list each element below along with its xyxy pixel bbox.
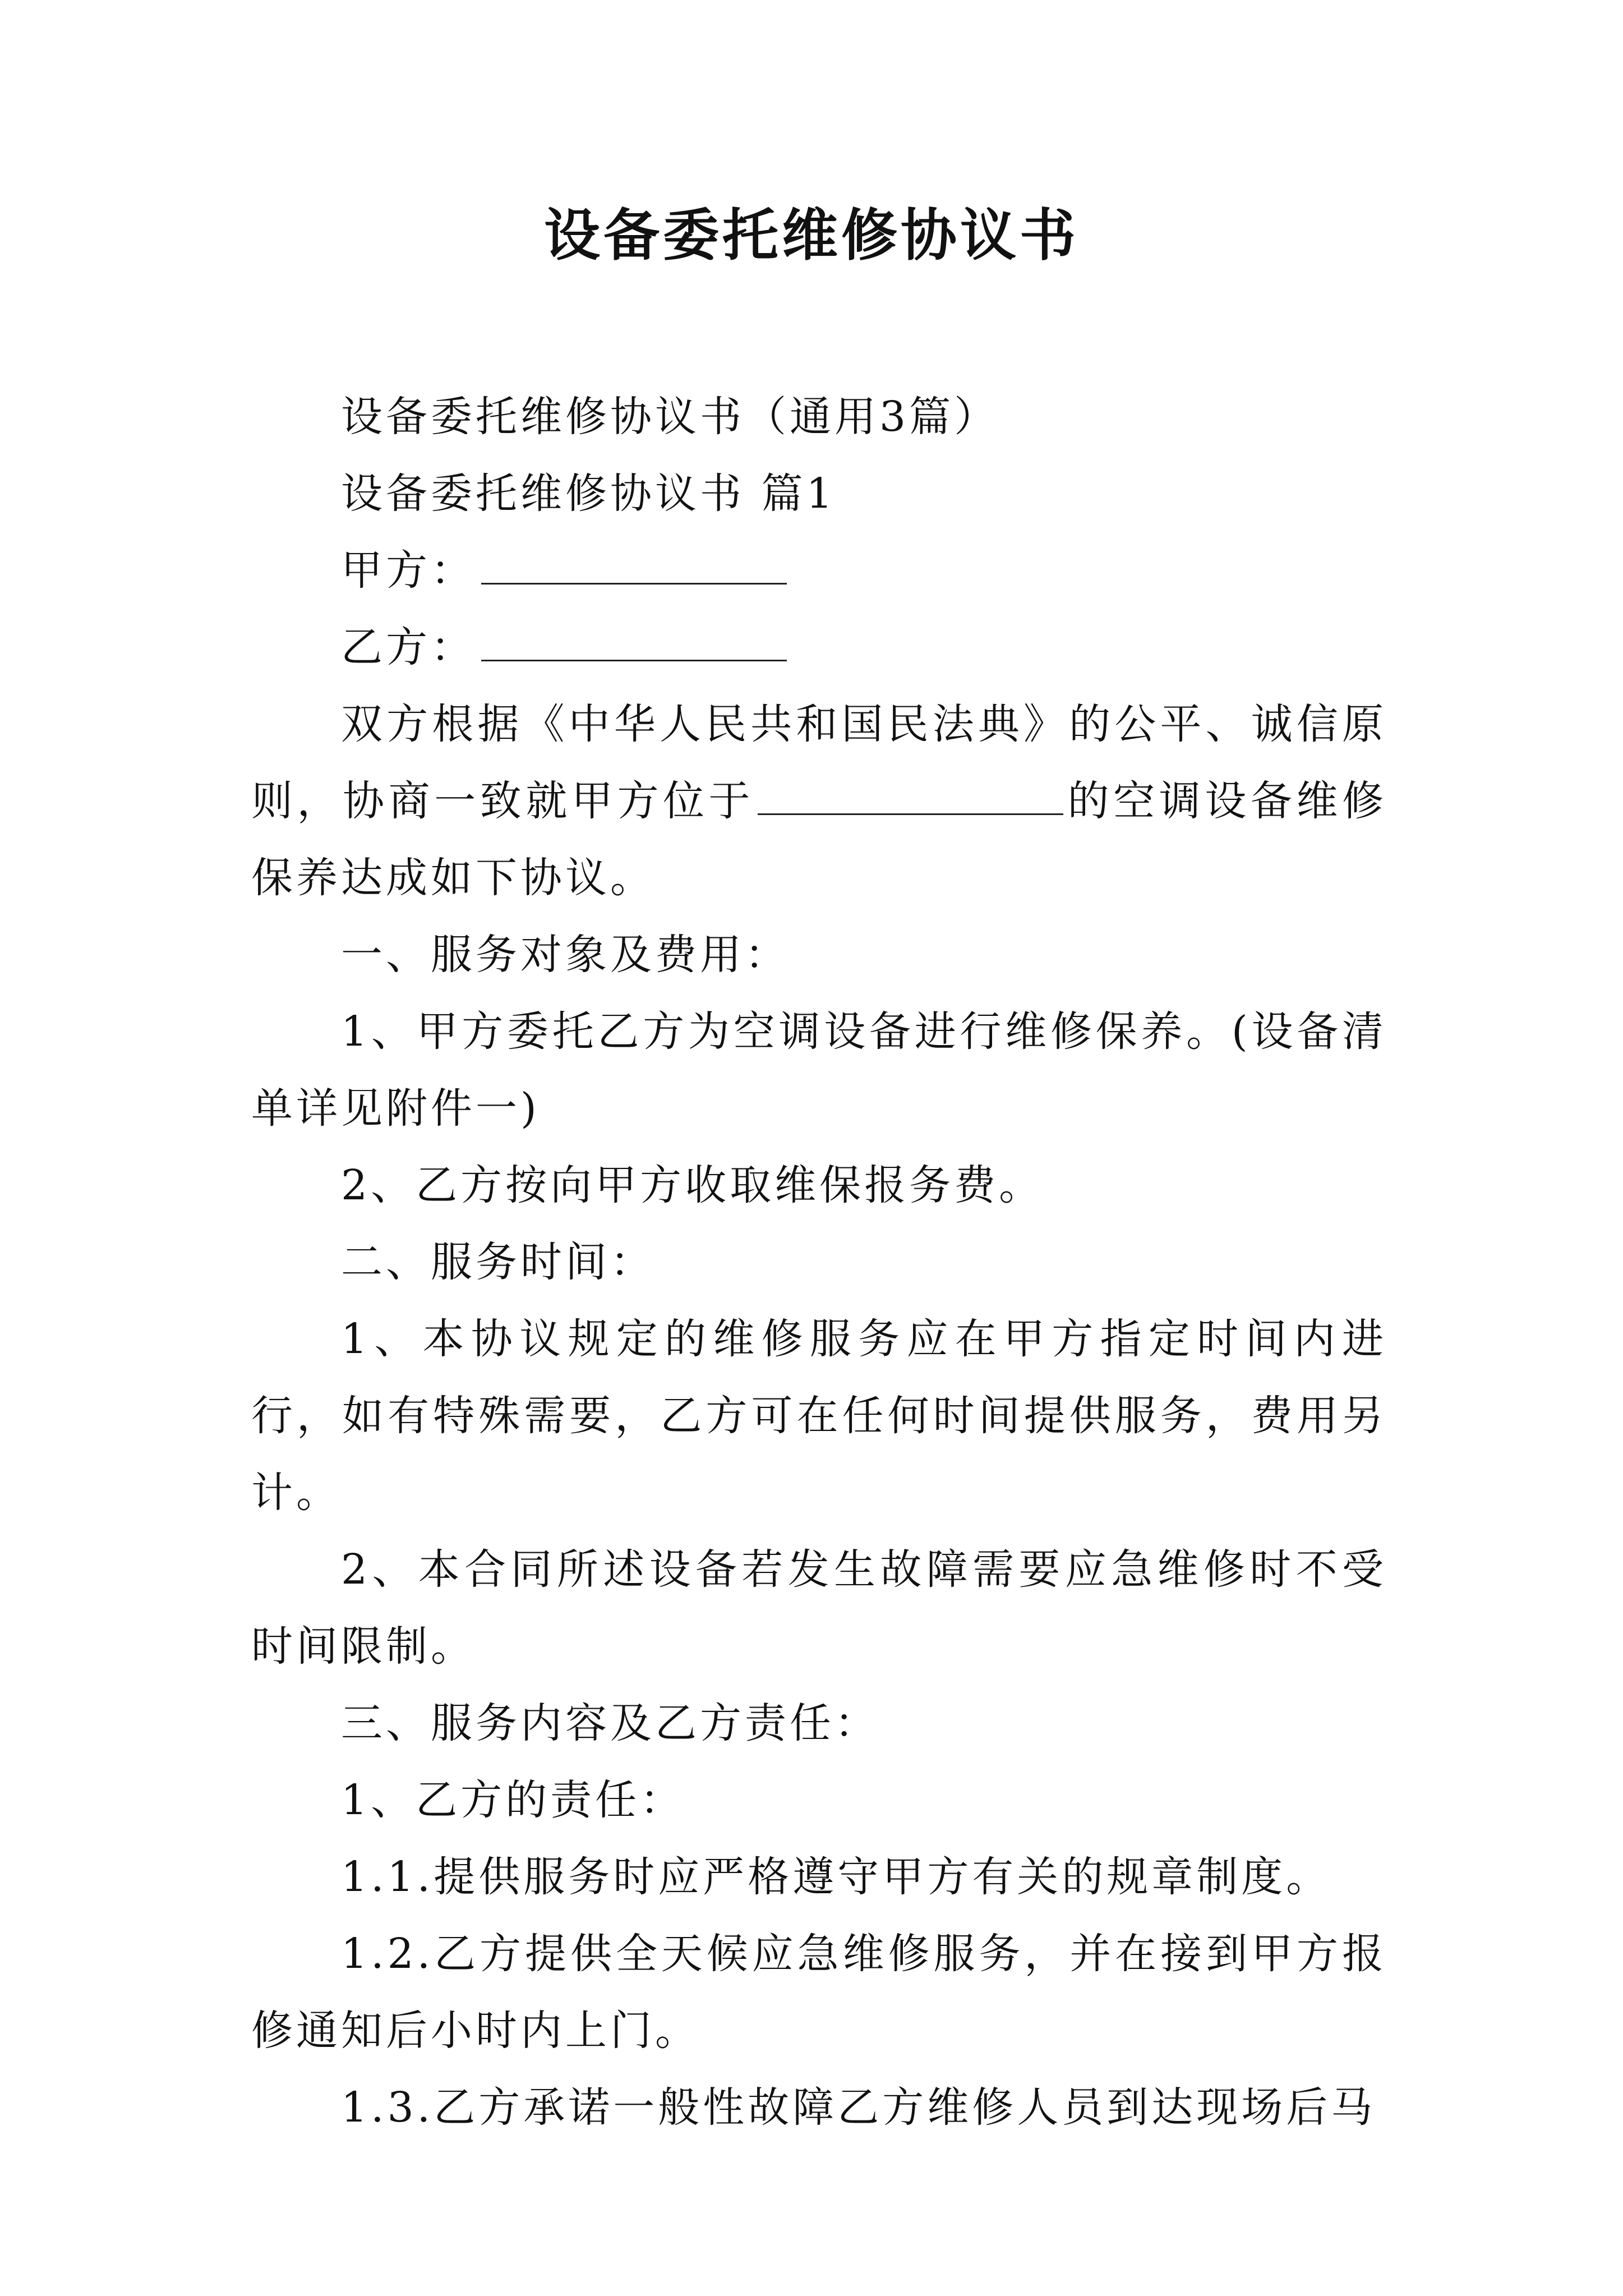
intro-text-part1: 双方根据《中华人民共和国民法典》的公平、诚信原则，协商一致就甲方位于: [251, 700, 1387, 825]
document-subtitle: 设备委托维修协议书（通用3篇）: [341, 393, 999, 441]
party-b-label: 乙方：: [341, 623, 476, 671]
section-3-item-1-1: 1.1.提供服务时应严格遵守甲方有关的规章制度。: [341, 1853, 1331, 1901]
section-2-item-1: 1、本协议规定的维修服务应在甲方指定时间内进行，如有特殊需要，乙方可在任何时间提供服务，费用另计。: [251, 1315, 1387, 1517]
location-blank: [758, 774, 1063, 815]
section-1-item-1: 1、甲方委托乙方为空调设备进行维修保养。(设备清单详见附件一): [251, 1007, 1387, 1133]
document-body: [251, 379, 1387, 2146]
intro-paragraph: [251, 686, 1387, 917]
party-a-label: 甲方：: [341, 546, 476, 595]
section-3-item-1-2: 1.2.乙方提供全天候应急维修服务，并在接到甲方报修通知后小时内上门。: [251, 1930, 1387, 2055]
section-2-heading: 二、服务时间：: [341, 1238, 655, 1286]
section-3-item-1-3: 1.3.乙方承诺一般性故障乙方维修人员到达现场后马: [341, 2083, 1376, 2132]
party-a-line: [251, 532, 1387, 609]
intro-text-part2: 的空调设备维修保养达成如下协议。: [251, 777, 1387, 902]
document-title: 设备委托维修协议书: [544, 203, 1079, 268]
party-b-blank: [481, 620, 787, 661]
section-3-sub-1: 1、乙方的责任：: [341, 1776, 685, 1824]
section-3-heading: 三、服务内容及乙方责任：: [341, 1699, 879, 1747]
party-b-line: [251, 609, 1387, 686]
party-a-blank: [481, 544, 787, 585]
section-1-item-2: 2、乙方按向甲方收取维保报务费。: [341, 1161, 1044, 1209]
section-heading: 设备委托维修协议书 篇1: [341, 470, 836, 518]
section-2-item-2: 2、本合同所述设备若发生故障需要应急维修时不受时间限制。: [251, 1545, 1387, 1671]
section-1-heading: 一、服务对象及费用：: [341, 931, 790, 979]
